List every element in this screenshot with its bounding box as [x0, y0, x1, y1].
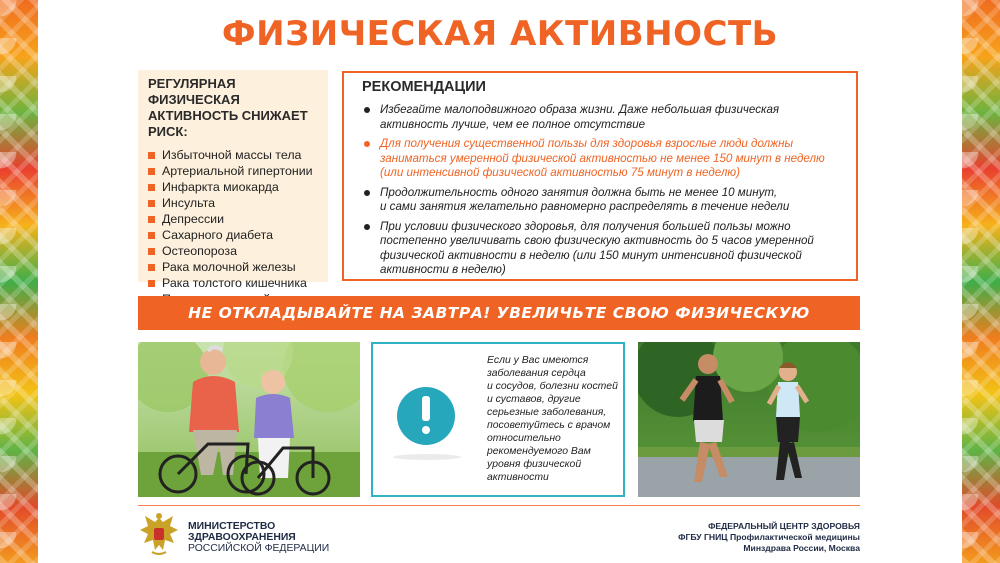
medical-notice-text [487, 354, 622, 484]
ministry-line: МИНИСТЕРСТВО [188, 521, 276, 532]
icon-shadow [393, 454, 461, 460]
right-decorative-border [962, 0, 1000, 563]
risk-item: Рака толстого кишечника [148, 275, 318, 291]
ministry-name [188, 521, 329, 554]
risk-item: Артериальной гипертонии [148, 163, 318, 179]
credit-line: ФЕДЕРАЛЬНЫЙ ЦЕНТР ЗДОРОВЬЯ [708, 521, 860, 531]
notice-line: серьезные заболевания, [487, 407, 607, 418]
ministry-line: ЗДРАВООХРАНЕНИЯ [188, 532, 296, 543]
recommendations-panel [342, 71, 858, 281]
credit-line: ФГБУ ГНИЦ Профилактической медицины [678, 532, 860, 542]
double-headed-eagle-emblem [138, 512, 180, 558]
risk-heading-line: РЕГУЛЯРНАЯ ФИЗИЧЕСКАЯ [148, 76, 240, 107]
notice-line: и суставов, другие [487, 394, 581, 405]
recommendations-heading: РЕКОМЕНДАЦИИ [362, 79, 486, 95]
risk-item: Депрессии [148, 211, 318, 227]
photo-seniors-cycling [138, 342, 360, 497]
recommendation-line: (или интенсивной физической активностью 75 минут в неделю) [380, 166, 740, 179]
recommendation-item-highlighted [362, 137, 844, 181]
notice-line: и сосудов, болезни костей [487, 381, 618, 392]
credit-line: Минздрава России, Москва [743, 543, 860, 553]
recommendation-line: постепенно увеличивать свою физическую активность до 5 часов умеренной [380, 234, 814, 247]
notice-line: заболевания сердца [487, 368, 586, 379]
recommendation-line: активность лучше, чем ее полное отсутствие [380, 117, 646, 131]
recommendation-line: Избегайте малоподвижного образа жизни. Даже небольшая физическая [380, 103, 780, 116]
risk-item: Сахарного диабета [148, 227, 318, 243]
recommendation-item [362, 220, 844, 278]
recommendation-line: и сами занятия желательно равномерно распределять в течение недели [380, 200, 790, 213]
risk-list [148, 147, 318, 307]
recommendation-item [362, 103, 844, 132]
notice-line: рекомендуемого Вам [487, 446, 591, 457]
notice-line: Если у Вас имеются [487, 355, 589, 366]
risk-heading-line: АКТИВНОСТЬ СНИЖАЕТ РИСК: [148, 108, 308, 139]
risk-item: Инфаркта миокарда [148, 179, 318, 195]
notice-line: уровня физической [487, 459, 582, 470]
call-to-action-banner: НЕ ОТКЛАДЫВАЙТЕ НА ЗАВТРА! УВЕЛИЧЬТЕ СВОЮ ФИЗИЧЕСКУЮ АКТИВНОСТЬ СЕГОДНЯ! [138, 296, 860, 330]
risk-item: Рака молочной железы [148, 259, 318, 275]
risk-heading [148, 76, 318, 140]
recommendation-line: Для получения существенной пользы для здоровья взрослые люди должны [380, 137, 794, 150]
poster-title: ФИЗИЧЕСКАЯ АКТИВНОСТЬ [221, 14, 779, 54]
recommendation-line: заниматься умеренной физической активностью не менее 150 минут в неделю [380, 151, 825, 165]
health-center-credit [678, 521, 860, 554]
recommendation-line: Продолжительность одного занятия должна быть не менее 10 минут, [380, 185, 778, 199]
exclamation-icon [397, 387, 455, 445]
recommendation-item [362, 186, 844, 215]
recommendations-list [362, 103, 844, 278]
risk-item: Инсульта [148, 195, 318, 211]
recommendation-line: При условии физического здоровья, для получения большей пользы можно [380, 219, 791, 233]
risk-item: Избыточной массы тела [148, 147, 318, 163]
medical-notice-box [371, 342, 625, 497]
risk-panel [138, 70, 328, 290]
photo-couple-jogging [638, 342, 860, 497]
left-decorative-border [0, 0, 38, 563]
recommendation-line: активности в неделю) [380, 263, 506, 276]
risk-item: Остеопороза [148, 243, 318, 259]
notice-line: посоветуйтесь с врачом [487, 420, 611, 431]
ministry-line: РОССИЙСКОЙ ФЕДЕРАЦИИ [188, 543, 330, 554]
footer-divider [138, 505, 860, 506]
notice-line: относительно [487, 433, 561, 444]
recommendation-line: физической активности в неделю (или 150 минут интенсивной физической [380, 248, 802, 262]
notice-line: активности [487, 472, 549, 483]
